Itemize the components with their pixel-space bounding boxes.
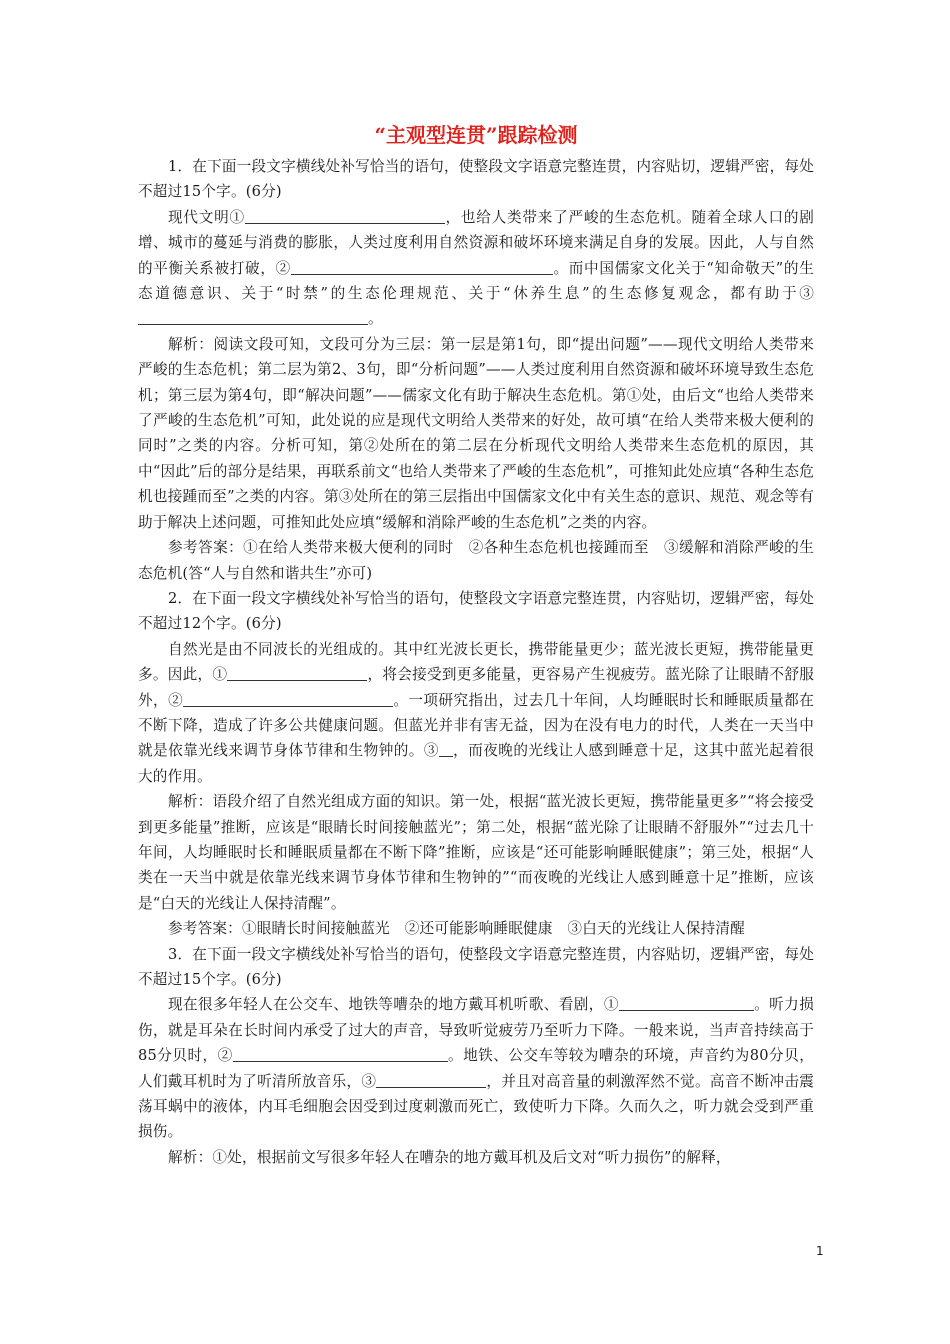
q1-answer: 参考答案：①在给人类带来极大便利的同时 ②各种生态危机也接踵而至 ③缓解和消除严峻的生态危机(答“人与自然和谐共生”亦可) [138, 539, 814, 582]
q2-answer: 参考答案：①眼睛长时间接触蓝光 ②还可能影响睡眠健康 ③白天的光线让人保持清醒 [168, 920, 745, 938]
q3-blank-1[interactable] [619, 995, 754, 1011]
q3-prompt: 3．在下面一段文字横线处补写恰当的语句，使整段文字语意完整连贯，内容贴切，逻辑严密，每处不超过15个字。(6分) [138, 945, 814, 988]
q3-analysis: 解析：①处，根据前文写很多年轻人在嘈杂的地方戴耳机及后文对“听力损伤”的解释， [168, 1148, 731, 1166]
page-number: 1 [816, 1244, 824, 1258]
document-page [138, 118, 814, 1170]
q1-blank-3[interactable] [138, 309, 368, 325]
q2-blank-3[interactable] [439, 741, 453, 757]
q1-prompt: 1．在下面一段文字横线处补写恰当的语句，使整段文字语意完整连贯，内容贴切，逻辑严密，每处不超过15个字。(6分) [138, 158, 814, 201]
q2-blank-1[interactable] [227, 665, 367, 681]
q3-blank-3[interactable] [376, 1072, 486, 1088]
q2-blank-2[interactable] [183, 691, 393, 707]
q1-blank-1[interactable] [245, 208, 445, 224]
q1-blank-2[interactable] [291, 259, 553, 275]
q1-analysis: 解析：阅读文段可知，文段可分为三层：第一层是第1句，即“提出问题”——现代文明给人类带来严峻的生态危机；第二层为第2、3句，即“分析问题”——人类过度利用自然资源和破坏环境导致生态危机；第三层为第4句，即“解决问题”——儒家文化有助于解决生态危机。第①处，由后文“也给人类带来了严峻的生态危机”可知，此处说的应是现代文明给人类带来的好处，故可填“在给人类带来极大便利的同时”之类的内容。分析可知，第②处所在的第二层在分析现代文明给人类带来生态危机的原因，其中“因此”后的部分是结果，再联系前文“也给人类带来了严峻的生态危机”，可推知此处应填“各种生态危机也接踵而至”之类的内容。第③处所在的第三层指出中国儒家文化中有关生态的意识、规范、观念等有助于解决上述问题，可推知此处应填“缓解和消除严峻的生态危机”之类的内容。 [138, 335, 814, 531]
q3-passage: 现在很多年轻人在公交车、地铁等嘈杂的地方戴耳机听歌、看剧，① 。听力损伤，就是耳朵在长时间内承受了过大的声音，导致听觉疲劳乃至听力下降。一般来说，当声音持续高于85分贝时，② 。地铁、公交车等较为嘈杂的环境，声音约为80分贝，人们戴耳机时为了听清所放音乐，③ ，并且对高音量的刺激浑然不觉。高音不断冲击震荡耳蜗中的液体，内耳毛细胞会因受到过度刺激而死亡，致使听力下降。久而久之，听力就会受到严重损伤。 [138, 996, 815, 1141]
q2-analysis: 解析：语段介绍了自然光组成方面的知识。第一处，根据“蓝光波长更短，携带能量更多”“将会接受到更多能量”推断，应该是“眼睛长时间接触蓝光”；第二处，根据“蓝光除了让眼睛不舒服外”“过去几十年间，人均睡眠时长和睡眠质量都在不断下降”推断，应该是“还可能影响睡眠健康”；第三处，根据“人类在一天当中就是依靠光线来调节身体节律和生物钟的”“而夜晚的光线让人感到睡意十足”推断，应该是“白天的光线让人保持清醒”。 [138, 793, 814, 912]
page-title: “主观型连贯”跟踪检测 [374, 123, 578, 147]
q2-passage: 自然光是由不同波长的光组成的。其中红光波长更长，携带能量更少；蓝光波长更短，携带能量更多。因此，① ，将会接受到更多能量，更容易产生视疲劳。蓝光除了让眼睛不舒服外，② 。一项研究指出，过去几十年间，人均睡眠时长和睡眠质量都在不断下降，造成了许多公共健康问题。但蓝光并非有害无益，因为在没有电力的时代，人类在一天当中就是依靠光线来调节身体节律和生物钟的。③ ，而夜晚的光线让人感到睡意十足，这其中蓝光起着很大的作用。 [138, 640, 814, 785]
q2-prompt: 2．在下面一段文字横线处补写恰当的语句，使整段文字语意完整连贯，内容贴切，逻辑严密，每处不超过12个字。(6分) [138, 589, 814, 633]
q1-passage: 现代文明① ，也给人类带来了严峻的生态危机。随着全球人口的剧增、城市的蔓延与消费的膨胀，人类过度利用自然资源和破坏环境来满足自身的发展。因此，人与自然的平衡关系被打破，② 。而中国儒家文化关于“知命敬天”的生态道德意识、关于“时禁”的生态伦理规范、关于“休养生息”的生态修复观念，都有助于③。 [138, 208, 814, 328]
q3-blank-2[interactable] [233, 1046, 448, 1062]
